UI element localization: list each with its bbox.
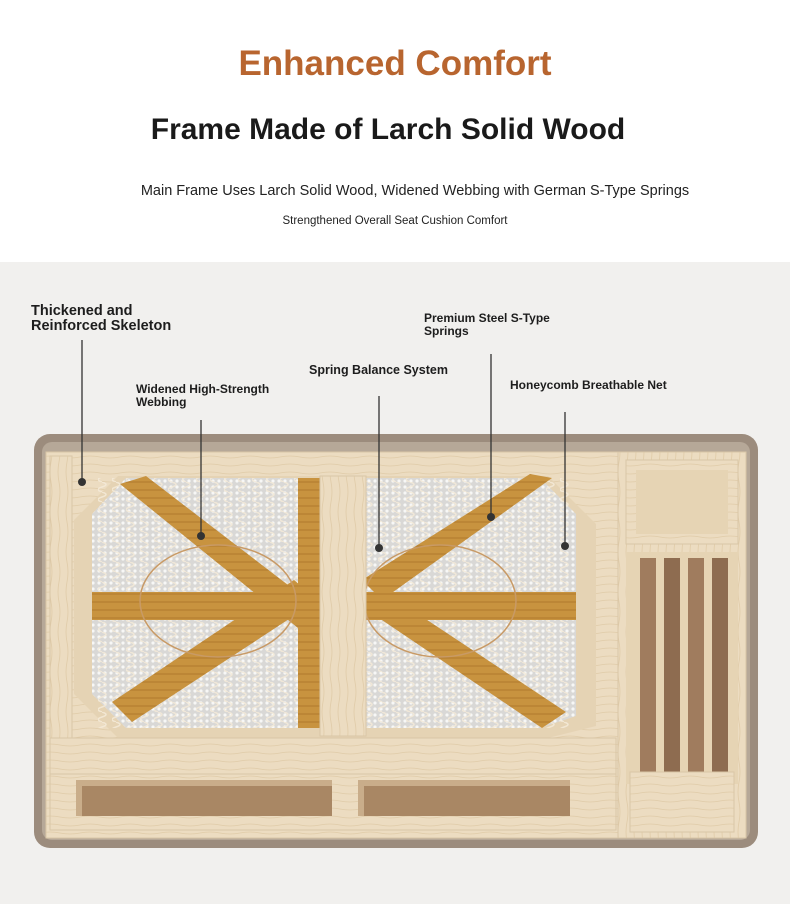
callout-steel-springs [424,312,550,337]
callout-text: Honeycomb Breathable Net [510,378,667,392]
sofa-frame-drawing [0,262,790,904]
sofa-frame-illustration [0,262,790,904]
callout-text: Widened High-Strength [136,382,270,396]
subtitle-line-1: Main Frame Uses Larch Solid Wood, Widened Webbing with German S-Type Springs [140,183,690,199]
callout-text: Spring Balance System [309,363,448,377]
callout-honeycomb-net [510,379,667,392]
honeycomb-marker [561,542,569,550]
balance-marker [375,544,383,552]
webbing-marker [197,532,205,540]
callout-spring-balance [309,364,448,377]
callout-widened-webbing [136,383,269,408]
subtitle-line-2: Strengthened Overall Seat Cushion Comfort [282,215,508,227]
main-title: Frame Made of Larch Solid Wood [150,113,626,146]
callout-text: Premium Steel S-Type [424,311,550,325]
steel-marker [487,513,495,521]
callout-text: Webbing [136,394,187,409]
callout-text: Reinforced Skeleton [31,318,172,335]
callout-text: Thickened and [31,303,133,319]
callout-thickened-skeleton [31,304,171,334]
callout-text: Springs [424,323,469,338]
header-section [0,0,790,262]
skeleton-marker [78,478,86,486]
accent-title: Enhanced Comfort [238,44,552,83]
